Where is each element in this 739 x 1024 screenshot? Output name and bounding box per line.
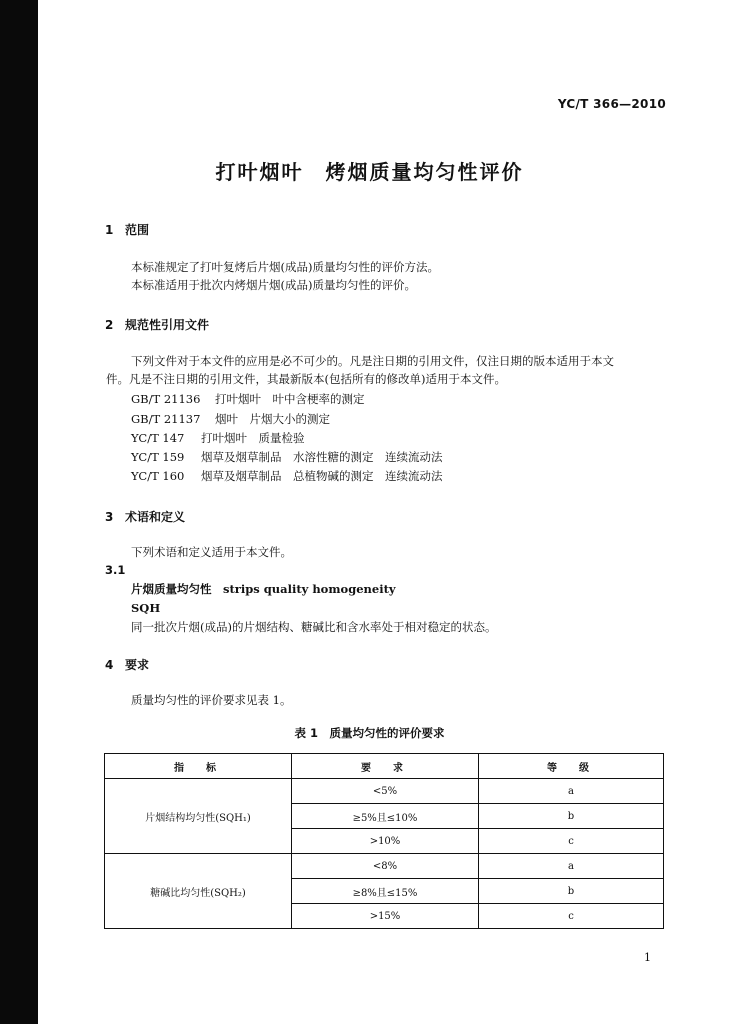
reference-title: 烟草及烟草制品 水溶性糖的测定 连续流动法 — [201, 450, 443, 464]
reference-code: YC/T 147 — [131, 431, 185, 445]
requirement-cell: ≥5%且≤10% — [292, 804, 479, 829]
document-code: YC/T 366—2010 — [557, 97, 666, 111]
reference-title: 打叶烟叶 质量检验 — [201, 431, 305, 445]
paragraph: 本标准规定了打叶复烤后片烟(成品)质量均匀性的评价方法。 — [131, 260, 439, 274]
reference-code: YC/T 159 — [131, 450, 185, 464]
grade-cell: b — [479, 804, 664, 829]
requirement-cell: ≥8%且≤15% — [292, 879, 479, 904]
grade-cell: b — [479, 879, 664, 904]
section-title: 范围 — [125, 223, 150, 237]
section-2-heading — [105, 316, 209, 333]
scan-left-edge — [0, 0, 38, 1024]
reference-item — [131, 449, 443, 465]
section-1-heading — [105, 221, 149, 238]
indicator-cell: 糖碱比均匀性(SQH₂) — [105, 854, 292, 929]
section-4-heading — [105, 656, 149, 673]
document-title: 打叶烟叶 烤烟质量均匀性评价 — [215, 160, 524, 184]
term-abbreviation: SQH — [131, 601, 161, 615]
reference-item — [131, 391, 365, 407]
section-number: 4 — [105, 658, 114, 672]
section-title: 规范性引用文件 — [125, 318, 210, 332]
section-number: 1 — [105, 223, 114, 237]
section-title: 要求 — [125, 658, 150, 672]
term-definition: 同一批次片烟(成品)的片烟结构、糖碱比和含水率处于相对稳定的状态。 — [131, 620, 497, 634]
paragraph: 件。凡是不注日期的引用文件，其最新版本(包括所有的修改单)适用于本文件。 — [106, 372, 506, 386]
table-caption: 表 1 质量均匀性的评价要求 — [294, 726, 445, 740]
paragraph: 质量均匀性的评价要求见表 1。 — [131, 693, 292, 707]
paragraph: 下列文件对于本文件的应用是必不可少的。凡是注日期的引用文件，仅注日期的版本适用于本文 — [131, 354, 614, 368]
paragraph: 下列术语和定义适用于本文件。 — [131, 545, 292, 559]
section-number: 2 — [105, 318, 114, 332]
requirement-cell: <8% — [292, 854, 479, 879]
reference-item — [131, 411, 330, 427]
grade-cell: c — [479, 829, 664, 854]
requirement-cell: <5% — [292, 779, 479, 804]
reference-title: 烟草及烟草制品 总植物碱的测定 连续流动法 — [201, 469, 443, 483]
indicator-cell: 片烟结构均匀性(SQH₁) — [105, 779, 292, 854]
table-header-row — [105, 754, 664, 779]
reference-code: YC/T 160 — [131, 469, 185, 483]
column-header-requirement: 要 求 — [292, 754, 479, 779]
grade-cell: a — [479, 854, 664, 879]
reference-code: GB/T 21137 — [131, 412, 201, 426]
requirements-table — [104, 753, 664, 929]
grade-cell: a — [479, 779, 664, 804]
reference-title: 烟叶 片烟大小的测定 — [215, 412, 330, 426]
column-header-indicator: 指 标 — [105, 754, 292, 779]
section-number: 3 — [105, 510, 114, 524]
subsection-number: 3.1 — [105, 563, 126, 577]
requirement-cell: >10% — [292, 829, 479, 854]
reference-title: 打叶烟叶 叶中含梗率的测定 — [215, 392, 365, 406]
reference-code: GB/T 21136 — [131, 392, 201, 406]
page-number: 1 — [644, 951, 651, 964]
column-header-grade: 等 级 — [479, 754, 664, 779]
term-heading: 片烟质量均匀性 strips quality homogeneity — [131, 582, 396, 596]
grade-cell: c — [479, 904, 664, 929]
paragraph: 本标准适用于批次内烤烟片烟(成品)质量均匀性的评价。 — [131, 278, 416, 292]
section-3-heading — [105, 508, 185, 525]
requirement-cell: >15% — [292, 904, 479, 929]
table-row — [105, 854, 664, 879]
section-title: 术语和定义 — [125, 510, 186, 524]
table-row — [105, 779, 664, 804]
reference-item — [131, 468, 443, 484]
reference-item — [131, 430, 305, 446]
